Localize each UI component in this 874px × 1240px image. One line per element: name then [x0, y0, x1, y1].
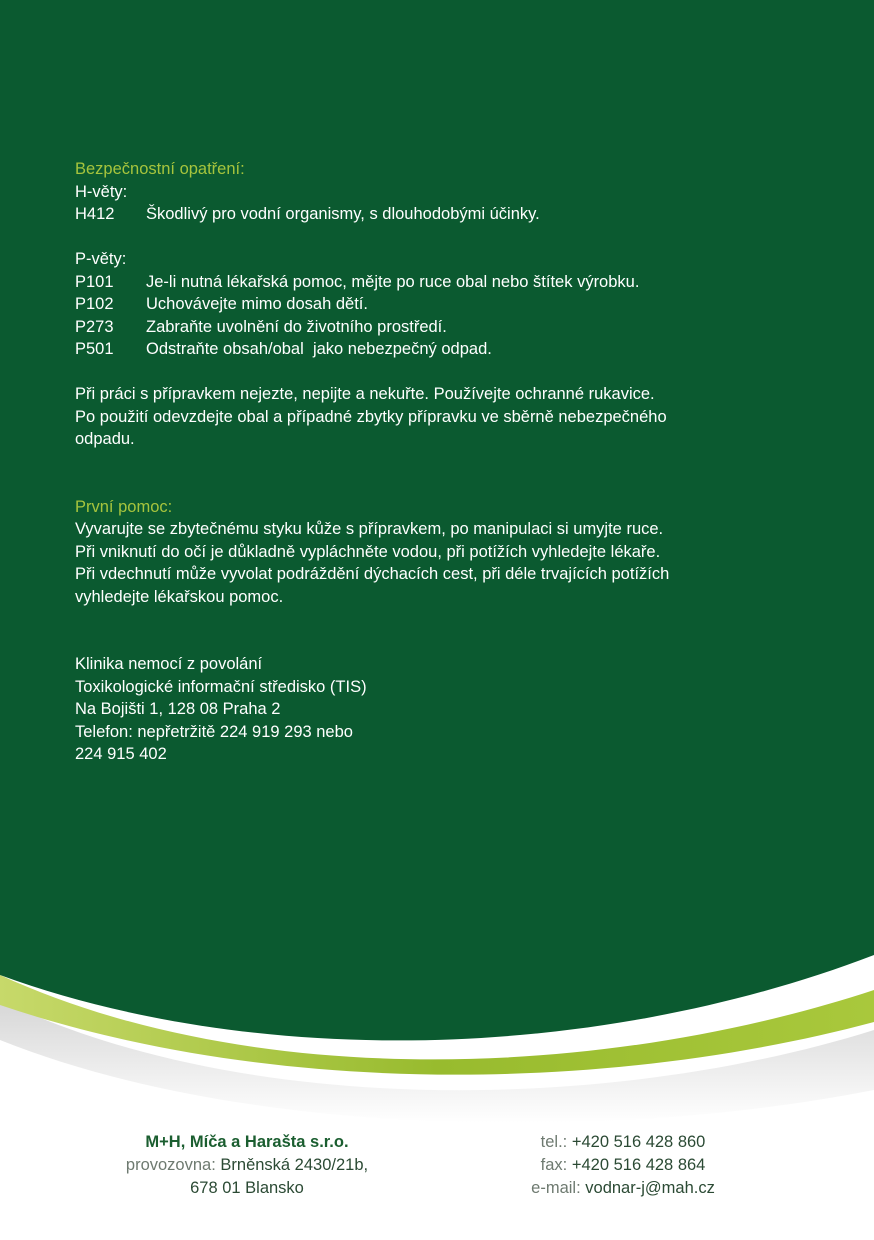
first-aid-line: Při vdechnutí může vyvolat podráždění dýchacích cest, při déle trvajících potížích: [75, 565, 670, 583]
contact-line: Na Bojišti 1, 128 08 Praha 2: [75, 700, 281, 718]
h-text: Škodlivý pro vodní organismy, s dlouhodobými účinky.: [146, 205, 540, 223]
main-content: [75, 158, 835, 766]
first-aid-line: Při vniknutí do očí je důkladně vypláchněte vodou, při potížích vyhledejte lékaře.: [75, 542, 661, 561]
p-sentence-row: [75, 338, 835, 361]
h-code: H412: [75, 205, 115, 223]
first-aid-line: vyhledejte lékařskou pomoc.: [75, 587, 284, 606]
email-label: e-mail:: [531, 1179, 581, 1197]
footer-company-block: [100, 1131, 394, 1200]
email-link[interactable]: vodnar-j@mah.cz: [585, 1179, 715, 1197]
p-text: Je-li nutná lékařská pomoc, mějte po ruce obal nebo štítek výrobku.: [146, 272, 640, 291]
p-text: Zabraňte uvolnění do životního prostředí.: [146, 317, 447, 336]
company-name: M+H, Míča a Harašta s.r.o.: [145, 1133, 349, 1151]
first-aid-line: Vyvarujte se zbytečnému styku kůže s přípravkem, po manipulaci si umyjte ruce.: [75, 520, 664, 538]
branch-label: provozovna:: [125, 1156, 216, 1174]
p-code: P273: [75, 317, 114, 336]
h-sentence-row: [75, 203, 835, 226]
tel-label: tel.:: [540, 1133, 568, 1151]
contact-line: Toxikologické informační středisko (TIS): [75, 677, 367, 696]
fax-value: +420 516 428 864: [571, 1156, 706, 1174]
p-text: Uchovávejte mimo dosah dětí.: [146, 295, 368, 313]
p-sentence-row: [75, 316, 835, 339]
email-line: [490, 1177, 756, 1200]
tel-value[interactable]: +420 516 428 860: [571, 1133, 706, 1151]
contact-line: 224 915 402: [75, 745, 167, 763]
p-code: P101: [75, 272, 114, 291]
p-sentence-row: [75, 271, 835, 294]
branch-city: 678 01 Blansko: [190, 1179, 304, 1197]
safety-paragraph-line: odpadu.: [75, 430, 135, 448]
branch-street: Brněnská 2430/21b,: [220, 1156, 369, 1174]
fax-line: [490, 1154, 756, 1177]
p-sentence-row: [75, 293, 835, 316]
safety-paragraph-line: Při práci s přípravkem nejezte, nepijte a nekuřte. Používejte ochranné rukavice.: [75, 385, 655, 403]
fax-label: fax:: [540, 1156, 568, 1174]
safety-title: Bezpečnostní opatření:: [75, 160, 245, 178]
safety-paragraph-line: Po použití odevzdejte obal a případné zbytky přípravku ve sběrně nebezpečného: [75, 407, 667, 426]
contact-line: Telefon: nepřetržitě 224 919 293 nebo: [75, 722, 353, 741]
p-code: P501: [75, 340, 114, 358]
contact-line: Klinika nemocí z povolání: [75, 655, 263, 673]
p-sentences-heading: P-věty:: [75, 250, 127, 268]
h-sentences-heading: H-věty:: [75, 182, 128, 201]
first-aid-title: První pomoc:: [75, 497, 173, 516]
tel-line: [490, 1131, 756, 1154]
p-text: Odstraňte obsah/obal jako nebezpečný odpad.: [146, 340, 492, 358]
branch-address-line: [100, 1154, 394, 1177]
footer-contact-block: [490, 1131, 756, 1200]
p-code: P102: [75, 295, 114, 313]
